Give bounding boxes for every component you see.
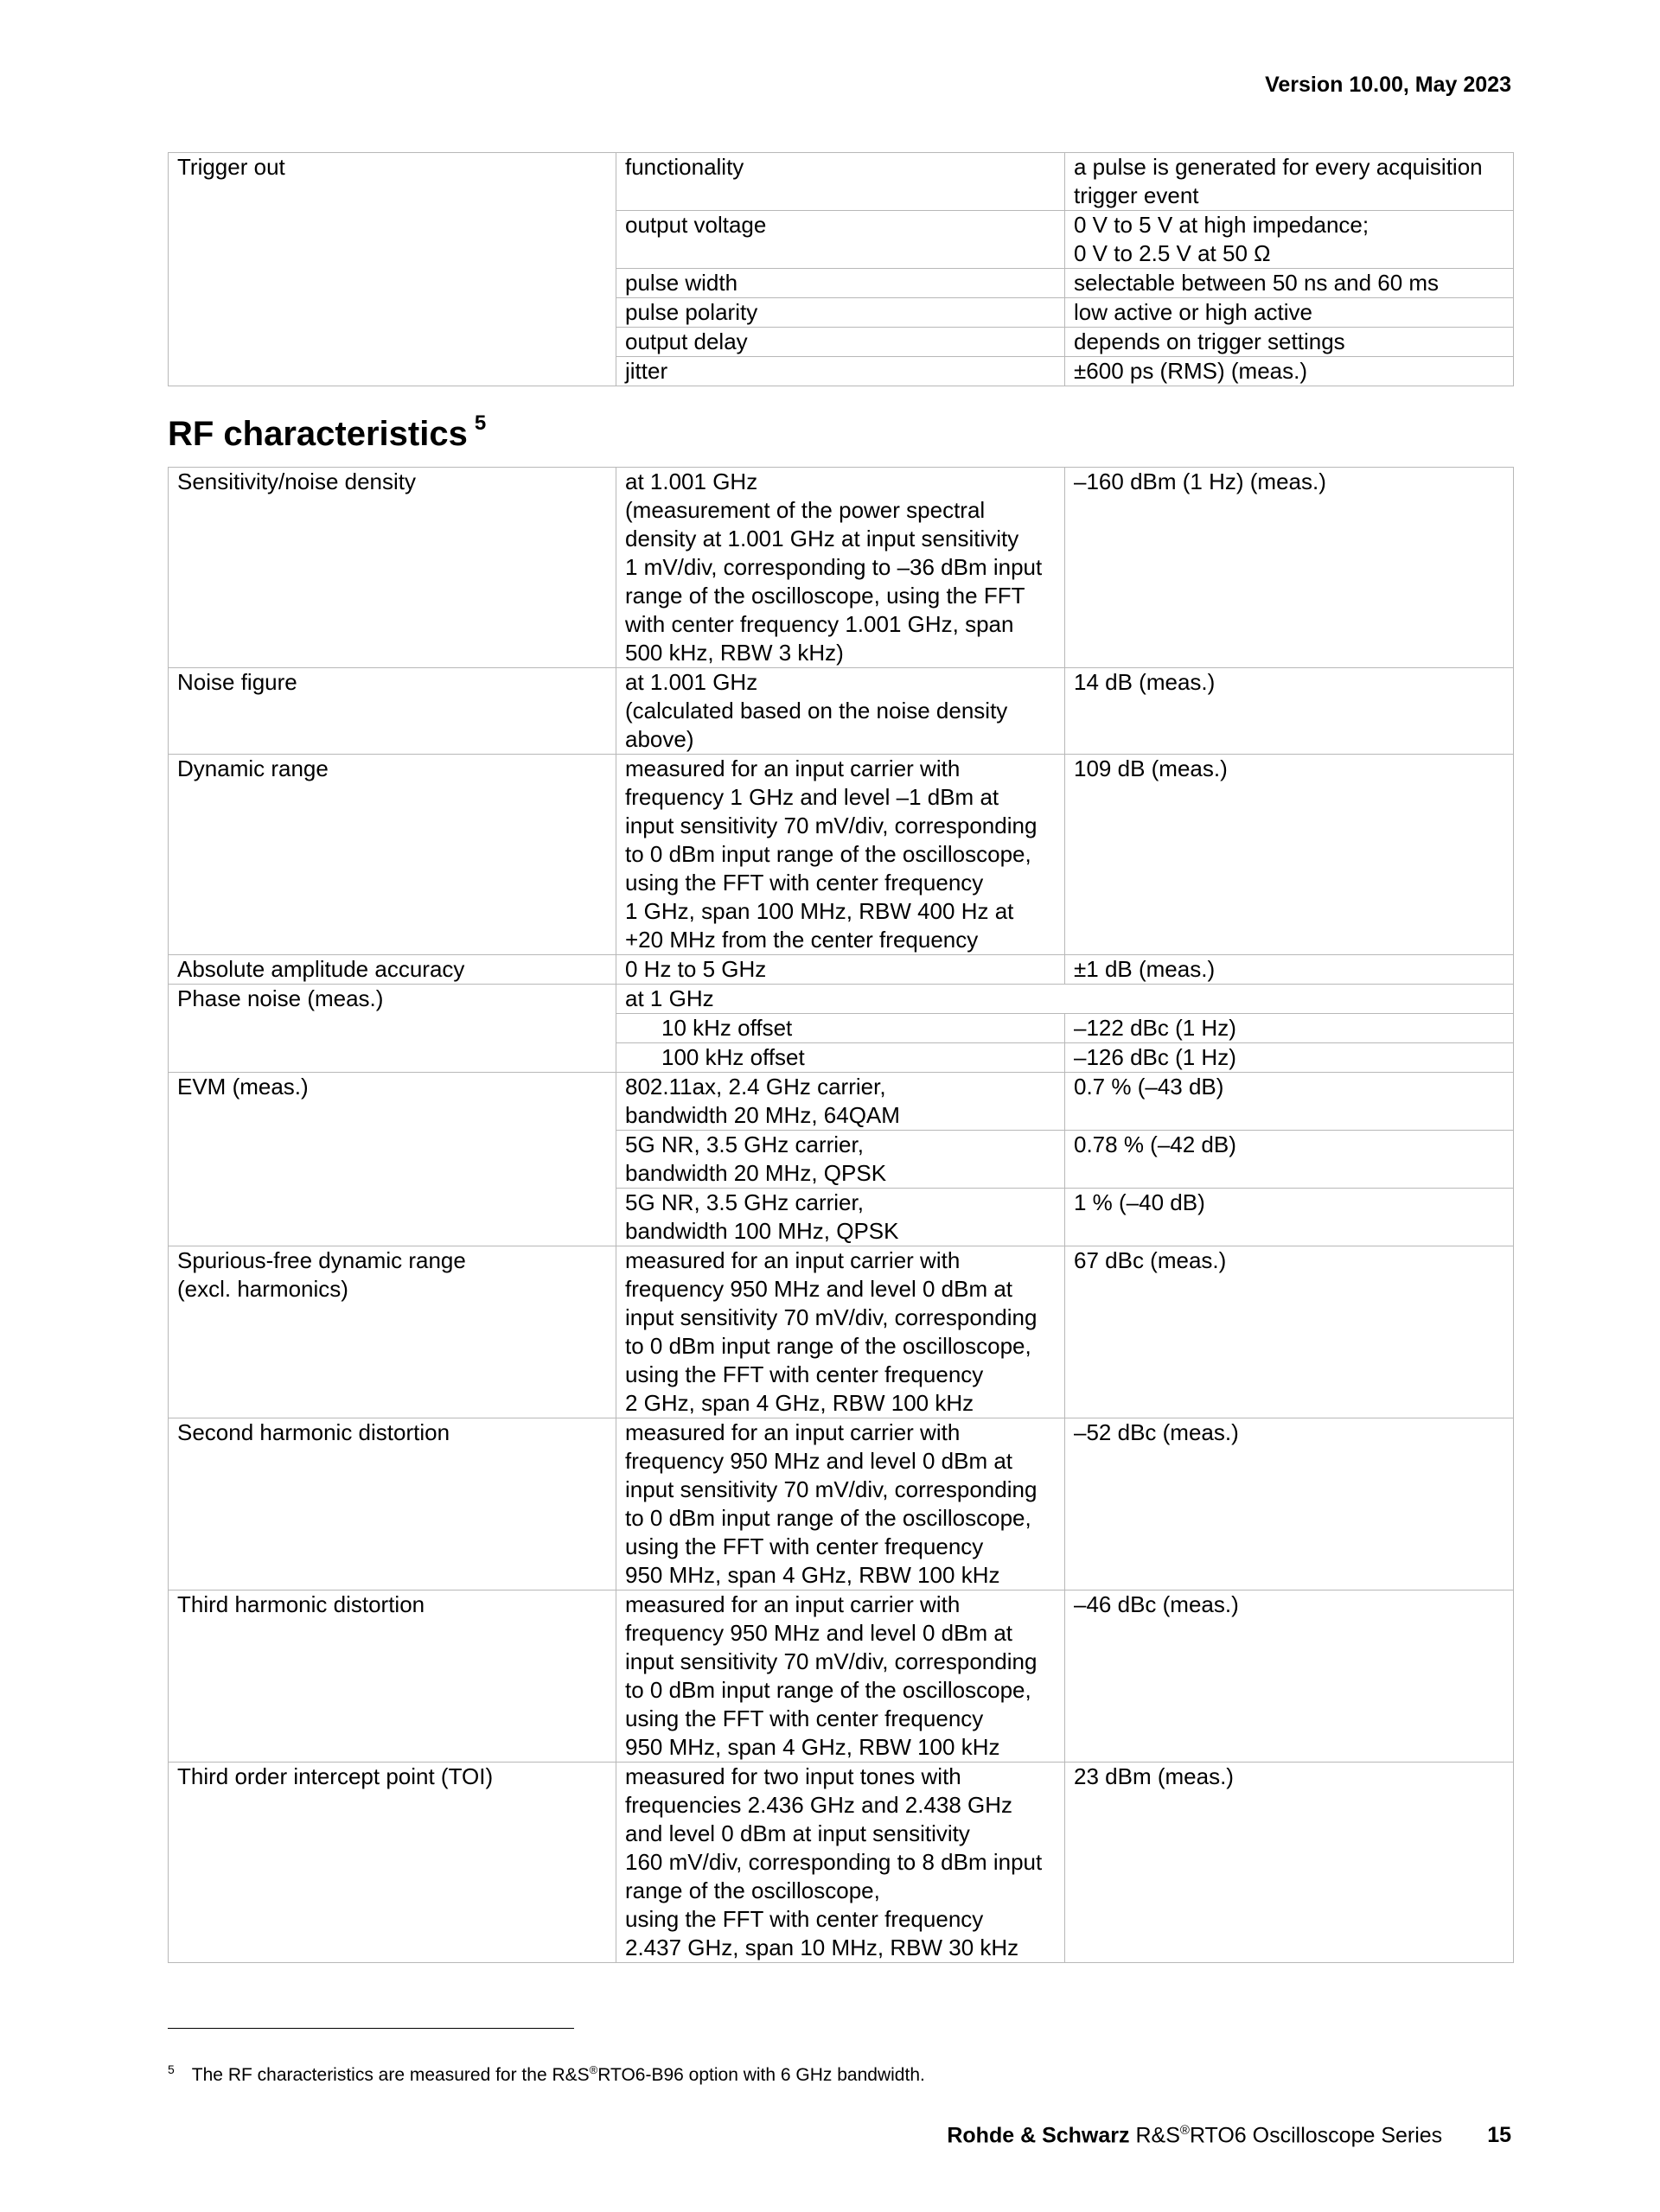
spec-condition: 100 kHz offset <box>616 1043 1065 1073</box>
spec-label: Phase noise (meas.) <box>169 985 616 1073</box>
footnote-text-before: The RF characteristics are measured for the R&S <box>191 2065 590 2085</box>
spec-value: 14 dB (meas.) <box>1065 668 1514 755</box>
spec-value: ±600 ps (RMS) (meas.) <box>1065 357 1514 386</box>
spec-parameter: pulse polarity <box>616 298 1065 328</box>
spec-value: 0 V to 5 V at high impedance; 0 V to 2.5 V at 50 Ω <box>1065 211 1514 269</box>
spec-value: –126 dBc (1 Hz) <box>1065 1043 1514 1073</box>
table-row <box>169 1590 1514 1763</box>
spec-value: 23 dBm (meas.) <box>1065 1763 1514 1963</box>
spec-condition: at 1.001 GHz (calculated based on the noise density above) <box>616 668 1065 755</box>
footnote-reference: 5 <box>474 411 487 435</box>
registered-mark: ® <box>589 2063 598 2076</box>
spec-condition: at 1.001 GHz (measurement of the power spectral density at 1.001 GHz at input sensitivity 1 mV/div, corresponding to –36 dBm input range of the oscilloscope, using the FFT with center frequency 1.001 GHz, span 500 kHz, RBW 3 kHz) <box>616 468 1065 668</box>
spec-condition: 10 kHz offset <box>616 1014 1065 1043</box>
spec-label: EVM (meas.) <box>169 1073 616 1246</box>
spec-value: selectable between 50 ns and 60 ms <box>1065 269 1514 298</box>
spec-value: ±1 dB (meas.) <box>1065 955 1514 985</box>
table-row <box>169 755 1514 955</box>
spec-parameter: pulse width <box>616 269 1065 298</box>
registered-mark: ® <box>1179 2123 1190 2138</box>
spec-condition: 5G NR, 3.5 GHz carrier, bandwidth 20 MHz, QPSK <box>616 1131 1065 1189</box>
spec-condition: 802.11ax, 2.4 GHz carrier, bandwidth 20 MHz, 64QAM <box>616 1073 1065 1131</box>
spec-value: 1 % (–40 dB) <box>1065 1189 1514 1246</box>
page-footer <box>947 2123 1511 2148</box>
table-row <box>169 985 1514 1014</box>
section-title-text: RF characteristics <box>168 415 468 453</box>
spec-label: Absolute amplitude accuracy <box>169 955 616 985</box>
spec-value: 109 dB (meas.) <box>1065 755 1514 955</box>
spec-value: 67 dBc (meas.) <box>1065 1246 1514 1418</box>
spec-value: –52 dBc (meas.) <box>1065 1418 1514 1590</box>
footnote-mark: 5 <box>168 2062 175 2076</box>
spec-condition: measured for an input carrier with frequency 950 MHz and level 0 dBm at input sensitivity 70 mV/div, corresponding to 0 dBm input range of the oscilloscope, using the FFT with center frequency 950 MHz, span 4 GHz, RBW 100 kHz <box>616 1590 1065 1763</box>
footnote-divider <box>168 2028 574 2029</box>
table-row <box>169 1418 1514 1590</box>
spec-condition: measured for an input carrier with frequency 950 MHz and level 0 dBm at input sensitivity 70 mV/div, corresponding to 0 dBm input range of the oscilloscope, using the FFT with center frequency 950 MHz, span 4 GHz, RBW 100 kHz <box>616 1418 1065 1590</box>
table-row <box>169 153 1514 211</box>
table-row <box>169 1246 1514 1418</box>
spec-value: a pulse is generated for every acquisition trigger event <box>1065 153 1514 211</box>
spec-value: –46 dBc (meas.) <box>1065 1590 1514 1763</box>
spec-condition: measured for two input tones with frequencies 2.436 GHz and 2.438 GHz and level 0 dBm at input sensitivity 160 mV/div, corresponding to 8 dBm input range of the oscilloscope, using the FFT with center frequency 2.437 GHz, span 10 MHz, RBW 30 kHz <box>616 1763 1065 1963</box>
spec-value: –160 dBm (1 Hz) (meas.) <box>1065 468 1514 668</box>
spec-label: Third harmonic distortion <box>169 1590 616 1763</box>
spec-condition: 5G NR, 3.5 GHz carrier, bandwidth 100 MHz, QPSK <box>616 1189 1065 1246</box>
spec-label: Sensitivity/noise density <box>169 468 616 668</box>
spec-parameter: output delay <box>616 328 1065 357</box>
footer-product-name: RTO6 Oscilloscope Series <box>1189 2123 1443 2148</box>
spec-label: Second harmonic distortion <box>169 1418 616 1590</box>
spec-label: Noise figure <box>169 668 616 755</box>
table-row <box>169 668 1514 755</box>
spec-condition: measured for an input carrier with frequency 1 GHz and level –1 dBm at input sensitivity 70 mV/div, corresponding to 0 dBm input range of the oscilloscope, using the FFT with center frequency 1 GHz, span 100 MHz, RBW 400 Hz at +20 MHz from the center frequency <box>616 755 1065 955</box>
document-version: Version 10.00, May 2023 <box>1265 73 1511 97</box>
section-title <box>168 411 486 454</box>
spec-condition: at 1 GHz <box>616 985 1514 1014</box>
table-row <box>169 1073 1514 1131</box>
spec-label: Spurious-free dynamic range (excl. harmonics) <box>169 1246 616 1418</box>
spec-condition: 0 Hz to 5 GHz <box>616 955 1065 985</box>
rf-characteristics-table <box>168 467 1514 1963</box>
footer-product-prefix: R&S <box>1135 2123 1180 2148</box>
table-row <box>169 1763 1514 1963</box>
spec-value: depends on trigger settings <box>1065 328 1514 357</box>
table-row <box>169 468 1514 668</box>
spec-label: Dynamic range <box>169 755 616 955</box>
spec-parameter: functionality <box>616 153 1065 211</box>
footnote <box>168 2062 925 2086</box>
spec-label: Third order intercept point (TOI) <box>169 1763 616 1963</box>
spec-value: –122 dBc (1 Hz) <box>1065 1014 1514 1043</box>
table-row <box>169 955 1514 985</box>
spec-condition: measured for an input carrier with frequency 950 MHz and level 0 dBm at input sensitivity 70 mV/div, corresponding to 0 dBm input range of the oscilloscope, using the FFT with center frequency 2 GHz, span 4 GHz, RBW 100 kHz <box>616 1246 1065 1418</box>
spec-value: 0.78 % (–42 dB) <box>1065 1131 1514 1189</box>
spec-parameter: output voltage <box>616 211 1065 269</box>
trigger-out-table <box>168 152 1514 386</box>
spec-label: Trigger out <box>169 153 616 386</box>
spec-value: low active or high active <box>1065 298 1514 328</box>
footnote-text-after: RTO6-B96 option with 6 GHz bandwidth. <box>597 2065 925 2085</box>
page-number: 15 <box>1487 2123 1511 2148</box>
footer-brand: Rohde & Schwarz <box>947 2123 1130 2148</box>
spec-value: 0.7 % (–43 dB) <box>1065 1073 1514 1131</box>
spec-parameter: jitter <box>616 357 1065 386</box>
